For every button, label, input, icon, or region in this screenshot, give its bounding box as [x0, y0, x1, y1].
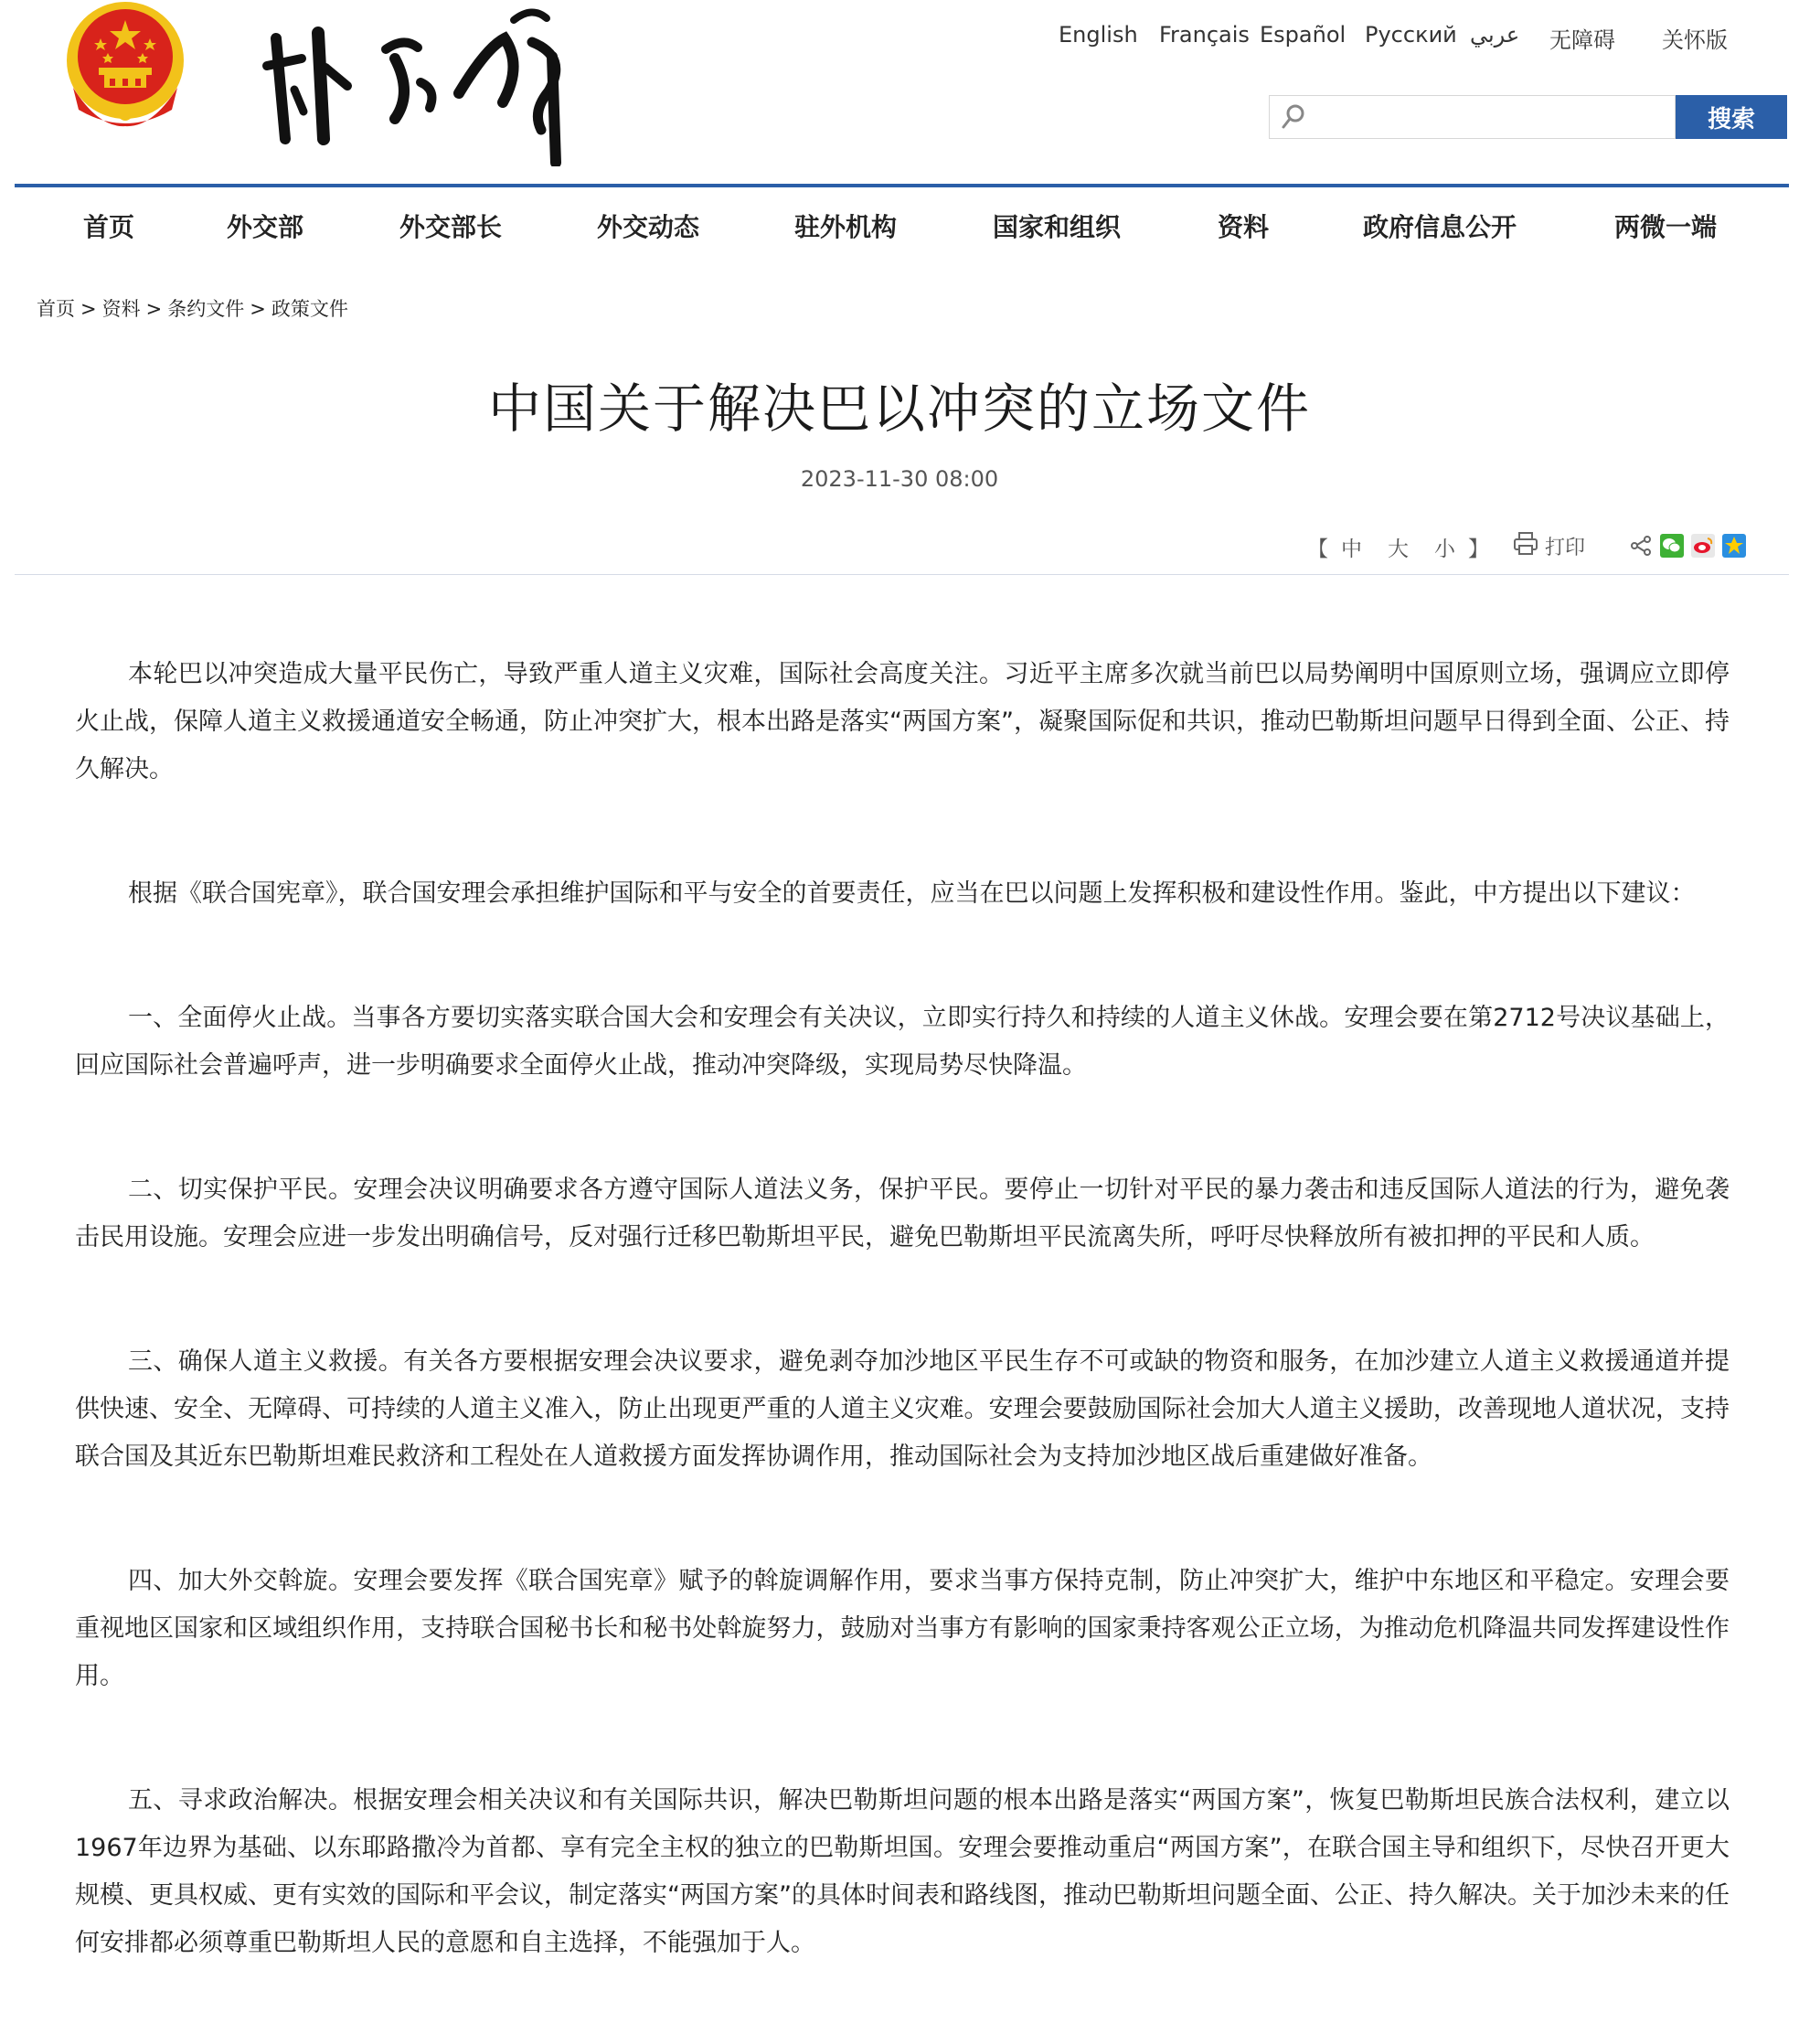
print-button[interactable]: [1512, 530, 1585, 561]
bracket-close: 】: [1468, 538, 1489, 561]
breadcrumb-treaties[interactable]: 条约文件: [167, 298, 245, 320]
tools-divider: [15, 574, 1789, 575]
nav-item-missions[interactable]: 驻外机构: [794, 212, 898, 242]
qzone-share-icon[interactable]: [1722, 534, 1746, 558]
nav-item-social-media[interactable]: 两微一端: [1614, 212, 1718, 242]
bracket-open: 【: [1307, 538, 1328, 561]
nav-item-minister[interactable]: 外交部长: [399, 212, 503, 242]
search-input[interactable]: [1317, 100, 1668, 136]
article-body: [75, 651, 1730, 2044]
share-bar: [1629, 534, 1746, 558]
share-icon[interactable]: [1629, 534, 1653, 558]
lang-link-russian[interactable]: Русский: [1365, 22, 1457, 48]
search-button[interactable]: 搜索: [1676, 95, 1787, 139]
breadcrumb-separator: >: [250, 298, 266, 320]
print-label: 打印: [1545, 536, 1586, 559]
breadcrumb-separator: >: [80, 298, 97, 320]
site-logo-calligraphy[interactable]: [258, 2, 587, 166]
font-size-selector: [1307, 532, 1489, 562]
nav-item-gov-info[interactable]: 政府信息公开: [1363, 212, 1517, 242]
nav-item-resources[interactable]: 资料: [1218, 212, 1270, 242]
article-paragraph: 四、加大外交斡旋。安理会要发挥《联合国宪章》赋予的斡旋调解作用，要求当事方保持克制，防止冲突扩大，维护中东地区和平稳定。安理会要重视地区国家和区域组织作用，支持联合国秘书长和秘书处斡旋努力，鼓励对当事方有影响的国家秉持客观公正立场，为推动危机降温共同发挥建设性作用。: [75, 1567, 1730, 1690]
article-paragraph: 三、确保人道主义救援。有关各方要根据安理会决议要求，避免剥夺加沙地区平民生存不可或缺的物资和服务，在加沙建立人道主义救援通道并提供快速、安全、无障碍、可持续的人道主义准入，防止出现更严重的人道主义灾难。安理会要鼓励国际社会加大人道主义援助，改善现地人道状况，支持联合国及其近东巴勒斯坦难民救济和工程处在人道救援方面发挥协调作用，推动国际社会为支持加沙地区战后重建做好准备。: [75, 1347, 1730, 1471]
breadcrumb-resources[interactable]: 资料: [101, 298, 141, 320]
breadcrumb: [37, 294, 348, 322]
elderly-mode-link[interactable]: 关怀版: [1662, 27, 1728, 53]
lang-link-spanish[interactable]: Español: [1260, 22, 1347, 48]
article-paragraph: 一、全面停火止战。当事各方要切实落实联合国大会和安理会有关决议，立即实行持久和持续的人道主义休战。安理会要在第2712号决议基础上，回应国际社会普遍呼声，进一步明确要求全面停火止战，推动冲突降级，实现局势尽快降温。: [75, 1004, 1730, 1080]
publish-date: 2023-11-30 08:00: [800, 466, 999, 492]
printer-icon: [1512, 531, 1539, 560]
font-size-medium-button[interactable]: 中: [1341, 538, 1362, 561]
search-icon: [1277, 101, 1308, 133]
lang-link-english[interactable]: English: [1059, 22, 1138, 48]
nav-item-home[interactable]: 首页: [83, 212, 135, 242]
breadcrumb-separator: >: [145, 298, 163, 320]
search-box: [1269, 95, 1676, 139]
lang-link-arabic[interactable]: عربي: [1470, 22, 1520, 48]
breadcrumb-policy-documents[interactable]: 政策文件: [271, 298, 348, 320]
accessibility-link[interactable]: 无障碍: [1549, 27, 1615, 53]
article-paragraph: 二、切实保护平民。安理会决议明确要求各方遵守国际人道法义务，保护平民。要停止一切针对平民的暴力袭击和违反国际人道法的行为，避免袭击民用设施。安理会应进一步发出明确信号，反对强行迁移巴勒斯坦平民，避免巴勒斯坦平民流离失所，呼吁尽快释放所有被扣押的平民和人质。: [75, 1176, 1730, 1251]
article-paragraph: 本轮巴以冲突造成大量平民伤亡，导致严重人道主义灾难，国际社会高度关注。习近平主席多次就当前巴以局势阐明中国原则立场，强调应立即停火止战，保障人道主义救援通道安全畅通，防止冲突扩大，根本出路是落实“两国方案”，凝聚国际促和共识，推动巴勒斯坦问题早日得到全面、公正、持久解决。: [75, 660, 1730, 783]
nav-item-ministry[interactable]: 外交部: [227, 212, 304, 242]
national-emblem-logo[interactable]: [62, 0, 188, 133]
article-paragraph: 根据《联合国宪章》，联合国安理会承担维护国际和平与安全的首要责任，应当在巴以问题上发挥积极和建设性作用。鉴此，中方提出以下建议：: [128, 879, 1696, 908]
lang-link-french[interactable]: Français: [1159, 22, 1250, 48]
language-bar: [976, 22, 1799, 59]
article-paragraph: 五、寻求政治解决。根据安理会相关决议和有关国际共识，解决巴勒斯坦问题的根本出路是落实“两国方案”，恢复巴勒斯坦民族合法权利，建立以1967年边界为基础、以东耶路撒冷为首都、享有完全主权的独立的巴勒斯坦国。安理会要推动重启“两国方案”，在联合国主导和组织下，尽快召开更大规模、更具权威、更有实效的国际和平会议，制定落实“两国方案”的具体时间表和路线图，推动巴勒斯坦问题全面、公正、持久解决。关于加沙未来的任何安排都必须尊重巴勒斯坦人民的意愿和自主选择，不能强加于人。: [75, 1786, 1730, 1957]
wechat-share-icon[interactable]: [1660, 534, 1684, 558]
nav-item-countries[interactable]: 国家和组织: [993, 212, 1122, 242]
article-tools: [1307, 530, 1764, 563]
breadcrumb-home[interactable]: 首页: [37, 298, 75, 320]
main-nav: [15, 187, 1789, 261]
nav-item-activities[interactable]: 外交动态: [597, 212, 700, 242]
font-size-large-button[interactable]: 大: [1388, 538, 1409, 561]
weibo-share-icon[interactable]: [1691, 534, 1715, 558]
page-title: 中国关于解决巴以冲突的立场文件: [487, 378, 1311, 440]
font-size-small-button[interactable]: 小: [1434, 538, 1455, 561]
